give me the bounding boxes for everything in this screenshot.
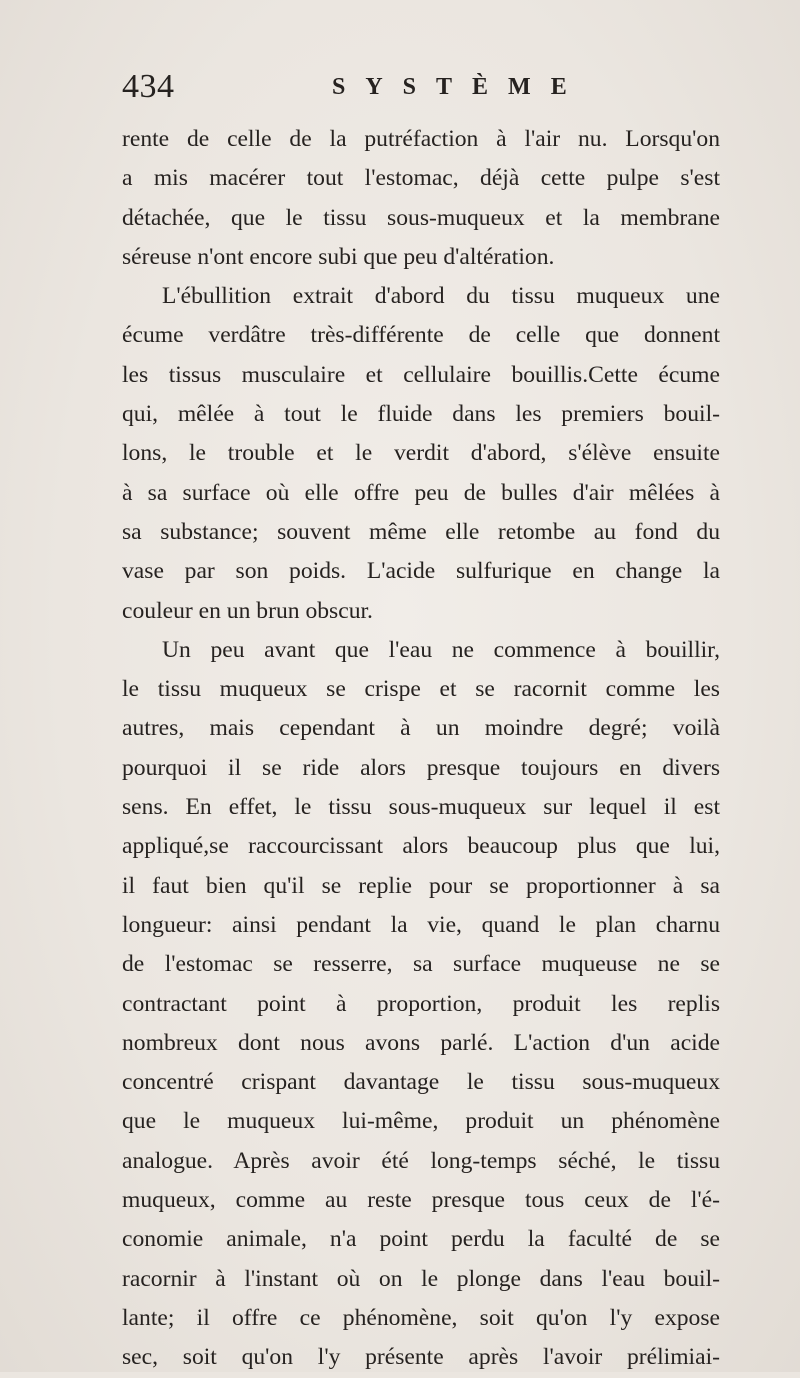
text-line: écume verdâtre très-différente de celle que donnent [122,322,720,349]
text-line: lons, le trouble et le verdit d'abord, s'élève ensuite [122,440,720,467]
running-head: SYSTÈME [332,74,587,100]
text-line: lante; il offre ce phénomène, soit qu'on l'y expose [122,1304,720,1331]
text-line: nombreux dont nous avons parlé. L'action d'un acide [122,1029,720,1056]
text-line: pourquoi il se ride alors presque toujours en divers [122,754,720,781]
text-line: racornir à l'instant où on le plonge dans l'eau bouil- [122,1265,720,1292]
text-line: rente de celle de la putréfaction à l'air nu. Lorsqu'on [122,126,720,152]
text-line: à sa surface où elle offre peu de bulles d'air mêlées à [122,479,720,506]
text-line: de l'estomac se resserre, sa surface muqueuse ne se [122,951,720,978]
text-line: analogue. Après avoir été long-temps séché, le tissu [122,1147,720,1174]
text-line: sec, soit qu'on l'y présente après l'avoir prélimiai- [122,1344,720,1371]
text-line: a mis macérer tout l'estomac, déjà cette pulpe s'est [122,165,720,192]
text-line: conomie animale, n'a point perdu la faculté de se [122,1226,720,1253]
text-line: Un peu avant que l'eau ne commence à bouillir, [162,636,720,663]
text-line: détachée, que le tissu sous-muqueux et la membrane [122,204,720,231]
text-line: longueur: ainsi pendant la vie, quand le plan charnu [122,911,720,938]
text-line: contractant point à proportion, produit les replis [122,990,720,1017]
text-line: sa substance; souvent même elle retombe au fond du [122,518,720,545]
text-line: le tissu muqueux se crispe et se racornit comme les [122,676,720,703]
text-line: séreuse n'ont encore subi que peu d'altération. [122,243,555,270]
text-line: les tissus musculaire et cellulaire bouillis.Cette écume [122,361,720,388]
text-line: sens. En effet, le tissu sous-muqueux sur lequel il est [122,794,720,821]
text-line: vase par son poids. L'acide sulfurique en change la [122,558,720,585]
text-line: que le muqueux lui-même, produit un phénomène [122,1108,720,1135]
text-line: appliqué,se raccourcissant alors beaucoup plus que lui, [122,833,720,860]
text-line: concentré crispant davantage le tissu sous-muqueux [122,1069,720,1096]
text-line: couleur en un brun obscur. [122,597,373,624]
text-line: il faut bien qu'il se replie pour se proportionner à sa [122,872,720,899]
page-header [122,62,722,112]
text-line: muqueux, comme au reste presque tous ceux de l'é- [122,1187,720,1214]
body-text [122,120,720,1378]
text-line: qui, mêlée à tout le fluide dans les premiers bouil- [122,401,720,428]
text-line: L'ébullition extrait d'abord du tissu muqueux une [162,283,720,310]
text-line: autres, mais cependant à un moindre degré; voilà [122,715,720,742]
page-number: 434 [122,68,175,105]
